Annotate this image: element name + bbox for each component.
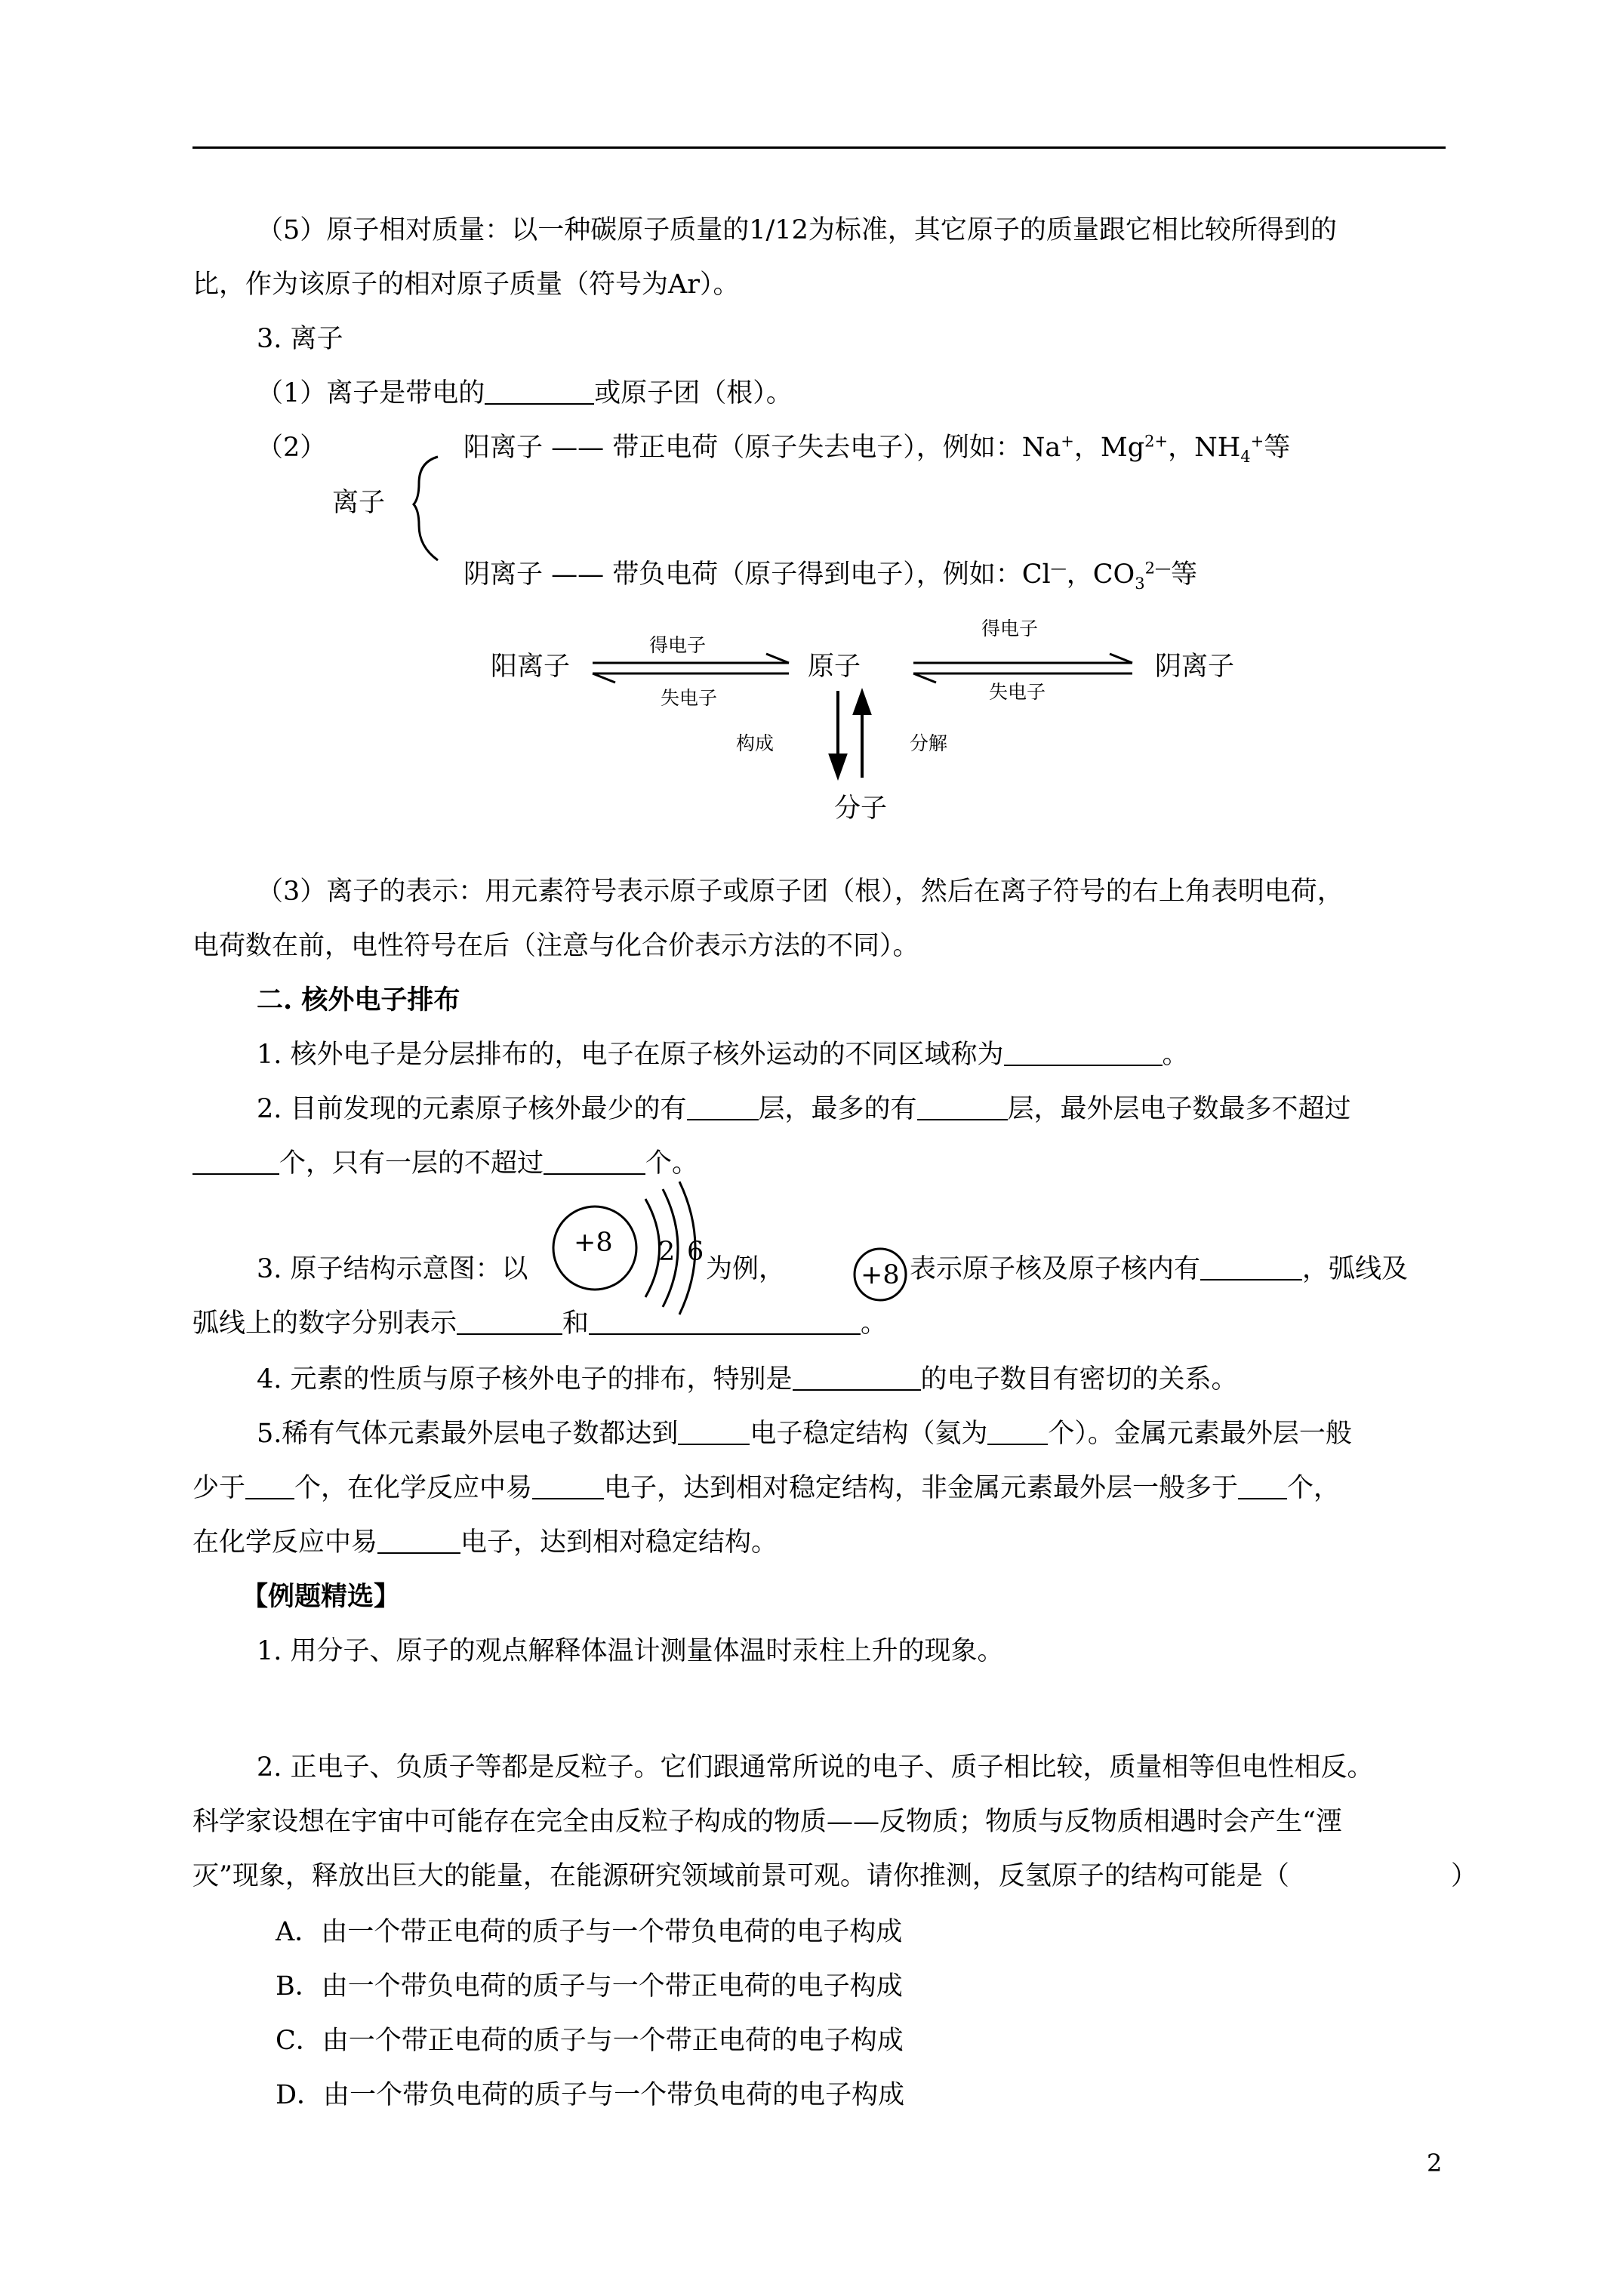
- question-2-line3: 灭”现象，释放出巨大的能量，在能源研究领域前景可观。请你推测，反氢原子的结构可能是（: [192, 1861, 1289, 1891]
- atom-shell2-count: 6: [687, 1237, 704, 1267]
- p5-line1: （5）原子相对质量：以一种碳原子质量的1/12为标准，其它原子的质量跟它相比较所得到的: [257, 215, 1337, 245]
- e3-line2: 弧线上的数字分别表示 和 。: [192, 1308, 888, 1339]
- arrow-atom-molecule: [830, 691, 870, 778]
- section-heading-electron: 二. 核外电子排布: [257, 985, 460, 1015]
- option-a: A．由一个带正电荷的质子与一个带负电荷的电子构成: [276, 1917, 903, 1947]
- question-2-line2: 科学家设想在宇宙中可能存在完全由反粒子构成的物质——反物质；物质与反物质相遇时会产生“湮: [192, 1807, 1342, 1837]
- label-decompose: 分解: [910, 732, 948, 754]
- p3-line2: 电荷数在前，电性符号在后（注意与化合价表示方法的不同）。: [192, 931, 919, 961]
- arrow-cation-atom: [593, 654, 789, 683]
- question-2-line1: 2. 正电子、负质子等都是反粒子。它们跟通常所说的电子、质子相比较，质量相等但电性相反。: [257, 1752, 1374, 1783]
- cation-line: 阳离子 —— 带正电荷（原子失去电子），例如：Na+，$Mg^{2+}$，$NH_4^+$等: [463, 432, 1291, 466]
- p3-line1: （3）离子的表示：用元素符号表示原子或原子团（根），然后在离子符号的右上角表明电荷，: [257, 877, 1344, 907]
- curly-brace: [414, 457, 438, 560]
- examples-heading: 【例题精选】: [242, 1581, 401, 1612]
- ion-label: 离子: [332, 488, 386, 518]
- ion-classify-number: （2）: [257, 433, 327, 463]
- question-1: 1. 用分子、原子的观点解释体温计测量体温时汞柱上升的现象。: [257, 1636, 1004, 1666]
- label-lose-electron-1: 失电子: [661, 687, 718, 709]
- option-b: B．由一个带负电荷的质子与一个带正电荷的电子构成: [276, 1971, 903, 2002]
- arrow-atom-anion: [913, 654, 1132, 683]
- node-cation: 阳离子: [491, 652, 571, 682]
- e5-line1: 5.稀有气体元素最外层电子数都达到 电子稳定结构（氦为 个）。金属元素最外层一般: [257, 1419, 1352, 1449]
- e2-line2: 个，只有一层的不超过 个。: [192, 1148, 698, 1179]
- label-gain-electron-1: 得电子: [649, 634, 707, 656]
- e3-line1-mid: 为例，: [706, 1254, 786, 1284]
- label-lose-electron-2: 失电子: [989, 681, 1046, 703]
- ion-heading: 3. 离子: [257, 324, 343, 354]
- e3-line1-prefix: 3. 原子结构示意图：以: [257, 1254, 528, 1284]
- p5-line2: 比，作为该原子的相对原子质量（符号为Ar）。: [192, 270, 740, 300]
- nucleus-symbol-label: +8: [861, 1260, 900, 1290]
- node-anion: 阴离子: [1155, 652, 1235, 682]
- node-atom: 原子: [808, 652, 861, 682]
- e4-line: 4. 元素的性质与原子核外电子的排布，特别是 的电子数目有密切的关系。: [257, 1364, 1238, 1395]
- atom-nucleus-label: +8: [574, 1228, 613, 1258]
- label-gain-electron-2: 得电子: [981, 618, 1039, 639]
- e1-line: 1. 核外电子是分层排布的，电子在原子核外运动的不同区域称为 。: [257, 1040, 1189, 1070]
- option-c: C．由一个带正电荷的质子与一个带正电荷的电子构成: [276, 2026, 904, 2056]
- atom-shell1-count: 2: [658, 1237, 676, 1267]
- label-compose: 构成: [736, 732, 775, 754]
- e5-line2: 少于 个，在化学反应中易 电子，达到相对稳定结构，非金属元素最外层一般多于 个，: [192, 1473, 1341, 1503]
- node-molecule: 分子: [834, 794, 888, 824]
- e3-line1-rest: 表示原子核及原子核内有 ，弧线及: [910, 1254, 1409, 1284]
- anion-line: 阴离子 —— 带负电荷（原子得到电子），例如：Cl—，$CO_3^{2—}$等: [463, 559, 1198, 593]
- e2-line1: 2. 目前发现的元素原子核外最少的有 层，最多的有 层，最外层电子数最多不超过: [257, 1094, 1351, 1124]
- page-number: 2: [1427, 2149, 1443, 2177]
- question-2-close-paren: ）: [1451, 1861, 1478, 1891]
- option-d: D．由一个带负电荷的质子与一个带负电荷的电子构成: [276, 2080, 905, 2110]
- e5-line3: 在化学反应中易 电子，达到相对稳定结构。: [192, 1527, 778, 1558]
- ion-definition: （1）离子是带电的 或原子团（根）。: [257, 378, 793, 408]
